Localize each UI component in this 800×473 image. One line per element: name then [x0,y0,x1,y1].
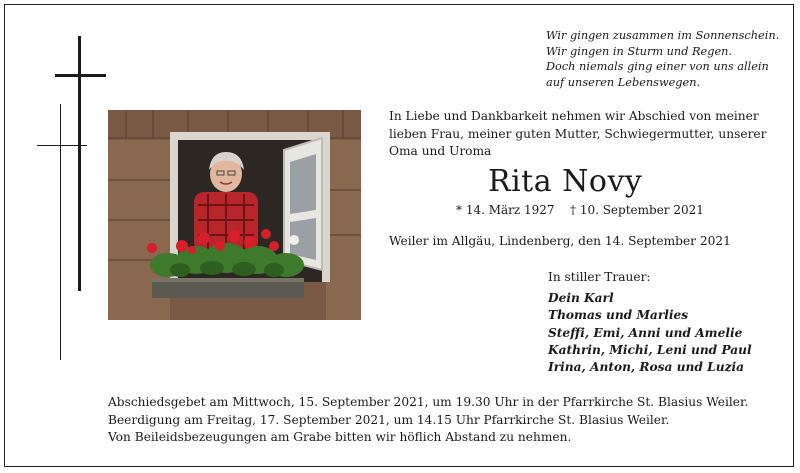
birth-date: * 14. März 1927 [456,203,555,217]
cross-bar-horizontal [55,74,106,77]
deceased-name: Rita Novy [488,164,643,199]
poem-line: Wir gingen in Sturm und Regen. [546,44,733,58]
poem-line: auf unseren Lebenswegen. [546,75,701,89]
intro-text [389,108,766,161]
intro-line: lieben Frau, meiner guten Mutter, Schwiegermutter, unserer [389,126,767,141]
family-member: Irina, Anton, Rosa und Luzia [548,360,745,375]
family-member: Steffi, Emi, Anni und Amelie [548,325,743,340]
portrait-photo [108,110,361,320]
note-line: Beerdigung am Freitag, 17. September 2021, um 14.15 Uhr Pfarrkirche St. Blasius Weiler. [108,412,670,427]
poem [546,28,779,90]
poem-line: Doch niemals ging einer von uns allein [546,60,769,74]
place-and-date: Weiler im Allgäu, Lindenberg, den 14. September 2021 [389,234,731,248]
intro-line: In Liebe und Dankbarkeit nehmen wir Abschied von meiner [389,109,759,123]
family-member: Dein Karl [548,291,614,305]
death-date: † 10. September 2021 [570,203,704,217]
funeral-notes [108,394,748,447]
cross-shadow-horizontal [37,145,87,146]
family-list [548,290,752,376]
family-member: Kathrin, Michi, Leni und Paul [548,342,752,357]
intro-line: Oma und Uroma [389,144,492,158]
family-member: Thomas und Marlies [548,308,689,323]
note-line: Abschiedsgebet am Mittwoch, 15. September 2021, um 19.30 Uhr in der Pfarrkirche St. Blasius Weiler. [108,395,749,409]
cross-shadow-vertical [60,104,61,360]
note-line: Von Beileidsbezeugungen am Grabe bitten wir höflich Abstand zu nehmen. [108,430,572,444]
mourning-heading: In stiller Trauer: [548,270,651,284]
poem-line: Wir gingen zusammen im Sonnenschein. [546,29,780,42]
